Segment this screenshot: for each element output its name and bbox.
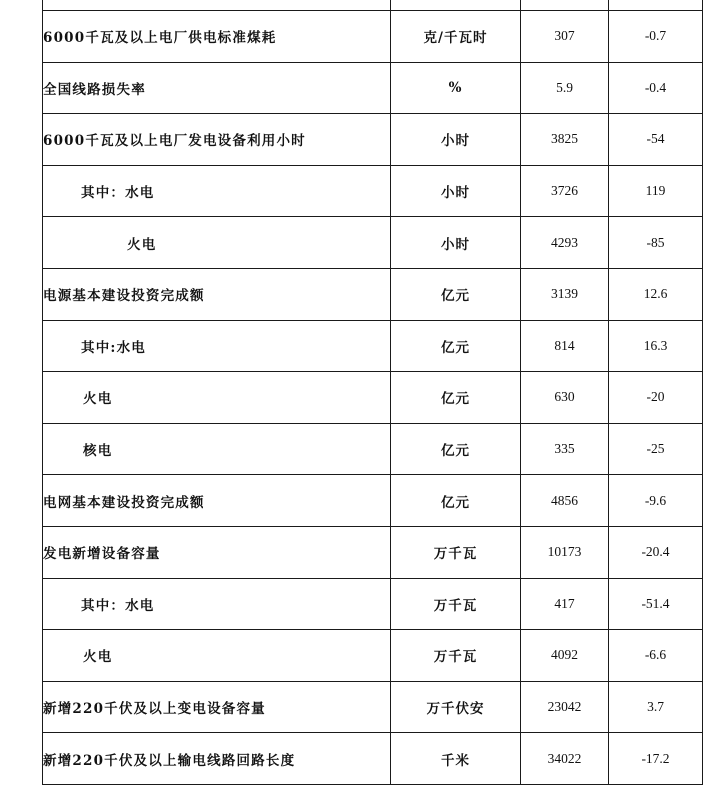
- indicator-cell: 新增220千伏及以上变电设备容量: [43, 681, 391, 733]
- change-cell: -85: [609, 217, 703, 269]
- value-cell: 4293: [521, 217, 609, 269]
- unit-cell: 小时: [391, 217, 521, 269]
- value-cell: 4092: [521, 630, 609, 682]
- table-row: [43, 165, 703, 217]
- table-row: [43, 630, 703, 682]
- table-row: [43, 372, 703, 424]
- unit-cell: 亿元: [391, 475, 521, 527]
- change-cell: -0.7: [609, 11, 703, 63]
- unit-cell: 亿元: [391, 268, 521, 320]
- change-cell: 3.7: [609, 681, 703, 733]
- table-row-partial: [43, 0, 703, 11]
- indicator-cell: 电网基本建设投资完成额: [43, 475, 391, 527]
- table-row: [43, 423, 703, 475]
- table-row: [43, 62, 703, 114]
- indicator-cell: [43, 0, 391, 11]
- unit-cell: 小时: [391, 165, 521, 217]
- table-row: [43, 733, 703, 785]
- change-cell: [609, 0, 703, 11]
- table-row: [43, 578, 703, 630]
- change-cell: 16.3: [609, 320, 703, 372]
- indicator-cell: 核电: [43, 423, 391, 475]
- table-row: [43, 320, 703, 372]
- unit-cell: 万千瓦: [391, 630, 521, 682]
- unit-cell: 万千瓦: [391, 578, 521, 630]
- value-cell: 23042: [521, 681, 609, 733]
- change-cell: -54: [609, 114, 703, 166]
- indicator-cell: 6000千瓦及以上电厂发电设备利用小时: [43, 114, 391, 166]
- value-cell: 34022: [521, 733, 609, 785]
- indicator-cell: 火电: [43, 372, 391, 424]
- table-row: [43, 526, 703, 578]
- change-cell: -51.4: [609, 578, 703, 630]
- value-cell: [521, 0, 609, 11]
- value-cell: 814: [521, 320, 609, 372]
- unit-cell: %: [391, 62, 521, 114]
- unit-cell: 亿元: [391, 320, 521, 372]
- table-row: [43, 268, 703, 320]
- value-cell: 4856: [521, 475, 609, 527]
- table-row: [43, 681, 703, 733]
- change-cell: -17.2: [609, 733, 703, 785]
- electricity-statistics-table: [42, 0, 703, 785]
- indicator-cell: 其中：水电: [43, 578, 391, 630]
- indicator-cell: 发电新增设备容量: [43, 526, 391, 578]
- change-cell: -20.4: [609, 526, 703, 578]
- indicator-cell: 新增220千伏及以上输电线路回路长度: [43, 733, 391, 785]
- indicator-cell: 6000千瓦及以上电厂供电标准煤耗: [43, 11, 391, 63]
- change-cell: -25: [609, 423, 703, 475]
- change-cell: 12.6: [609, 268, 703, 320]
- unit-cell: 克/千瓦时: [391, 11, 521, 63]
- unit-cell: 万千瓦: [391, 526, 521, 578]
- value-cell: 3726: [521, 165, 609, 217]
- value-cell: 3825: [521, 114, 609, 166]
- unit-cell: 千米: [391, 733, 521, 785]
- change-cell: 119: [609, 165, 703, 217]
- change-cell: -9.6: [609, 475, 703, 527]
- value-cell: 630: [521, 372, 609, 424]
- table-row: [43, 475, 703, 527]
- table-row: [43, 217, 703, 269]
- value-cell: 335: [521, 423, 609, 475]
- indicator-cell: 全国线路损失率: [43, 62, 391, 114]
- value-cell: 307: [521, 11, 609, 63]
- value-cell: 3139: [521, 268, 609, 320]
- indicator-cell: 其中:水电: [43, 320, 391, 372]
- indicator-cell: 火电: [43, 630, 391, 682]
- change-cell: -6.6: [609, 630, 703, 682]
- table-row: [43, 114, 703, 166]
- unit-cell: 小时: [391, 114, 521, 166]
- value-cell: 5.9: [521, 62, 609, 114]
- indicator-cell: 其中：水电: [43, 165, 391, 217]
- unit-cell: 亿元: [391, 372, 521, 424]
- unit-cell: 万千伏安: [391, 681, 521, 733]
- change-cell: -0.4: [609, 62, 703, 114]
- value-cell: 10173: [521, 526, 609, 578]
- indicator-cell: 火电: [43, 217, 391, 269]
- value-cell: 417: [521, 578, 609, 630]
- unit-cell: 亿元: [391, 423, 521, 475]
- table-row: [43, 11, 703, 63]
- indicator-cell: 电源基本建设投资完成额: [43, 268, 391, 320]
- change-cell: -20: [609, 372, 703, 424]
- unit-cell: [391, 0, 521, 11]
